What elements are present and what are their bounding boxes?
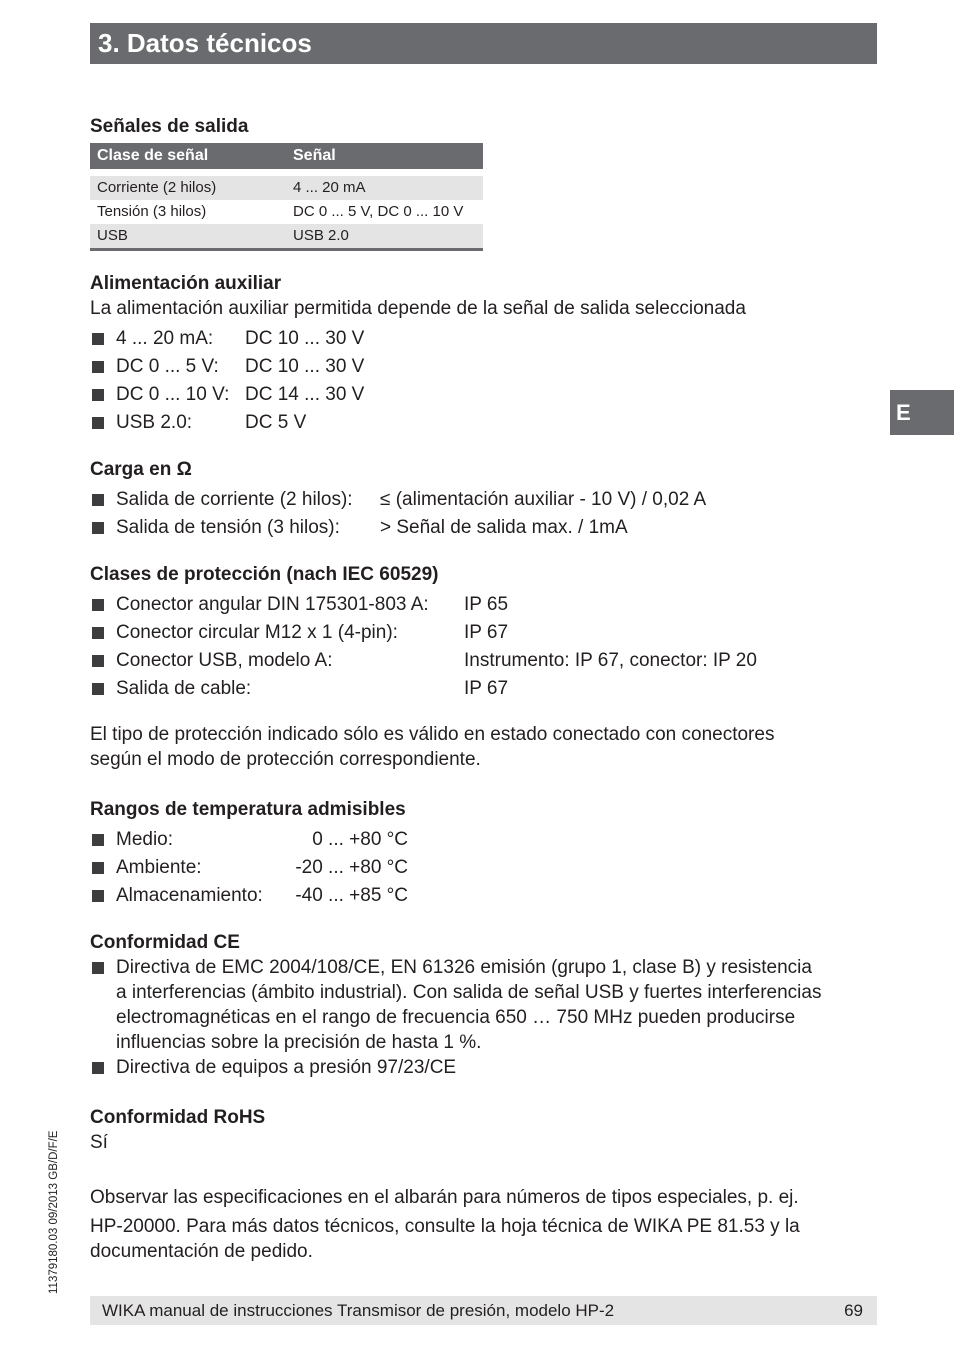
item-value: > Señal de salida max. / 1mA	[380, 517, 628, 538]
item-label: Medio:	[116, 829, 174, 850]
language-tab: E	[890, 390, 954, 435]
bullet-icon	[92, 1062, 104, 1074]
item-line: Directiva de equipos a presión 97/23/CE	[116, 1057, 457, 1078]
footer-text: WIKA manual de instrucciones Transmisor de presión, modelo HP-2	[102, 1301, 615, 1320]
bullet-icon	[92, 962, 104, 974]
item-label: Almacenamiento:	[116, 885, 263, 906]
temperature-heading: Rangos de temperatura admisibles	[90, 799, 406, 820]
bullet-icon	[92, 389, 104, 401]
item-label: Conector angular DIN 175301-803 A:	[116, 594, 429, 615]
bullet-icon	[92, 834, 104, 846]
list-item	[90, 486, 850, 514]
item-label: Conector circular M12 x 1 (4-pin):	[116, 622, 398, 643]
item-label: Salida de cable:	[116, 678, 252, 699]
bullet-icon	[92, 361, 104, 373]
item-label: Ambiente:	[116, 857, 202, 878]
rohs-heading: Conformidad RoHS	[90, 1107, 266, 1128]
protection-note-line: El tipo de protección indicado sólo es válido en estado conectado con conectores	[90, 724, 775, 745]
item-value: DC 5 V	[245, 412, 307, 433]
bullet-icon	[92, 627, 104, 639]
column-header: Señal	[293, 147, 336, 164]
table-cell: Tensión (3 hilos)	[97, 203, 207, 220]
item-label: Salida de corriente (2 hilos):	[116, 489, 353, 510]
rohs-value: Sí	[90, 1132, 108, 1153]
item-line: Directiva de EMC 2004/108/CE, EN 61326 emisión (grupo 1, clase B) y resistencia	[116, 957, 812, 978]
item-value: IP 67	[464, 678, 509, 699]
footer-bar	[90, 1296, 877, 1325]
list-item	[90, 325, 490, 353]
table-cell: DC 0 ... 5 V, DC 0 ... 10 V	[293, 203, 464, 220]
item-line: electromagnéticas en el rango de frecuencia 650 … 750 MHz pueden producirse	[116, 1007, 796, 1028]
list-item	[90, 647, 850, 675]
item-label: DC 0 ... 5 V:	[116, 356, 219, 377]
bullet-icon	[92, 862, 104, 874]
bullet-icon	[92, 333, 104, 345]
item-value: IP 65	[464, 594, 509, 615]
list-item	[90, 955, 880, 1055]
item-value: IP 67	[464, 622, 509, 643]
table-row	[90, 200, 483, 224]
table-bottom-rule	[90, 248, 483, 251]
list-item	[90, 854, 490, 882]
item-value: Instrumento: IP 67, conector: IP 20	[464, 650, 757, 671]
aux-power-list	[90, 325, 490, 437]
ce-list	[90, 955, 880, 1080]
temperature-list	[90, 826, 490, 910]
item-label: USB 2.0:	[116, 412, 193, 433]
item-value: DC 10 ... 30 V	[245, 328, 365, 349]
item-value: ≤ (alimentación auxiliar - 10 V) / 0,02 A	[380, 489, 707, 510]
list-item	[90, 619, 850, 647]
bullet-icon	[92, 890, 104, 902]
protection-note-line: según el modo de protección correspondiente.	[90, 749, 481, 770]
page-title: 3. Datos técnicos	[90, 23, 877, 64]
item-label: 4 ... 20 mA:	[116, 328, 214, 349]
item-value: -40 ... +85 °C	[295, 885, 408, 906]
load-list	[90, 486, 850, 542]
protection-heading: Clases de protección (nach IEC 60529)	[90, 564, 439, 585]
item-value: DC 14 ... 30 V	[245, 384, 365, 405]
protection-list	[90, 591, 850, 703]
load-heading: Carga en Ω	[90, 459, 192, 480]
list-item	[90, 381, 490, 409]
item-label: DC 0 ... 10 V:	[116, 384, 230, 405]
table-header-row	[90, 143, 483, 169]
table-row	[90, 176, 483, 200]
column-header: Clase de señal	[97, 147, 209, 164]
closing-line: Observar las especificaciones en el albarán para números de tipos especiales, p. ej.	[90, 1187, 799, 1208]
bullet-icon	[92, 655, 104, 667]
bullet-icon	[92, 522, 104, 534]
item-line: a interferencias (ámbito industrial). Con salida de señal USB y fuertes interferencias	[116, 982, 822, 1003]
item-label: Conector USB, modelo A:	[116, 650, 333, 671]
list-item	[90, 353, 490, 381]
aux-power-text: La alimentación auxiliar permitida depende de la señal de salida seleccionada	[90, 298, 746, 319]
output-signals-heading: Señales de salida	[90, 116, 249, 137]
list-item	[90, 826, 490, 854]
table-cell: 4 ... 20 mA	[293, 179, 366, 196]
table-cell: USB	[97, 227, 128, 244]
closing-line: HP-20000. Para más datos técnicos, consulte la hoja técnica de WIKA PE 81.53 y la	[90, 1216, 800, 1237]
item-value: DC 10 ... 30 V	[245, 356, 365, 377]
list-item	[90, 409, 490, 437]
table-cell: USB 2.0	[293, 227, 349, 244]
bullet-icon	[92, 683, 104, 695]
aux-power-heading: Alimentación auxiliar	[90, 273, 282, 294]
list-item	[90, 675, 850, 703]
list-item	[90, 514, 850, 542]
document-code: 11379180.03 09/2013 GB/D/F/E	[48, 1130, 60, 1294]
item-value: 0 ... +80 °C	[312, 829, 408, 850]
item-label: Salida de tensión (3 hilos):	[116, 517, 340, 538]
bullet-icon	[92, 494, 104, 506]
item-value: -20 ... +80 °C	[295, 857, 408, 878]
list-item	[90, 882, 490, 910]
page-number: 69	[844, 1301, 863, 1320]
item-line: influencias sobre la precisión de hasta 1 %.	[116, 1032, 482, 1053]
ce-heading: Conformidad CE	[90, 932, 240, 953]
bullet-icon	[92, 417, 104, 429]
list-item	[90, 1055, 880, 1080]
bullet-icon	[92, 599, 104, 611]
list-item	[90, 591, 850, 619]
output-signals-table	[90, 143, 483, 251]
table-row	[90, 224, 483, 248]
table-cell: Corriente (2 hilos)	[97, 179, 217, 196]
closing-line: documentación de pedido.	[90, 1241, 313, 1262]
